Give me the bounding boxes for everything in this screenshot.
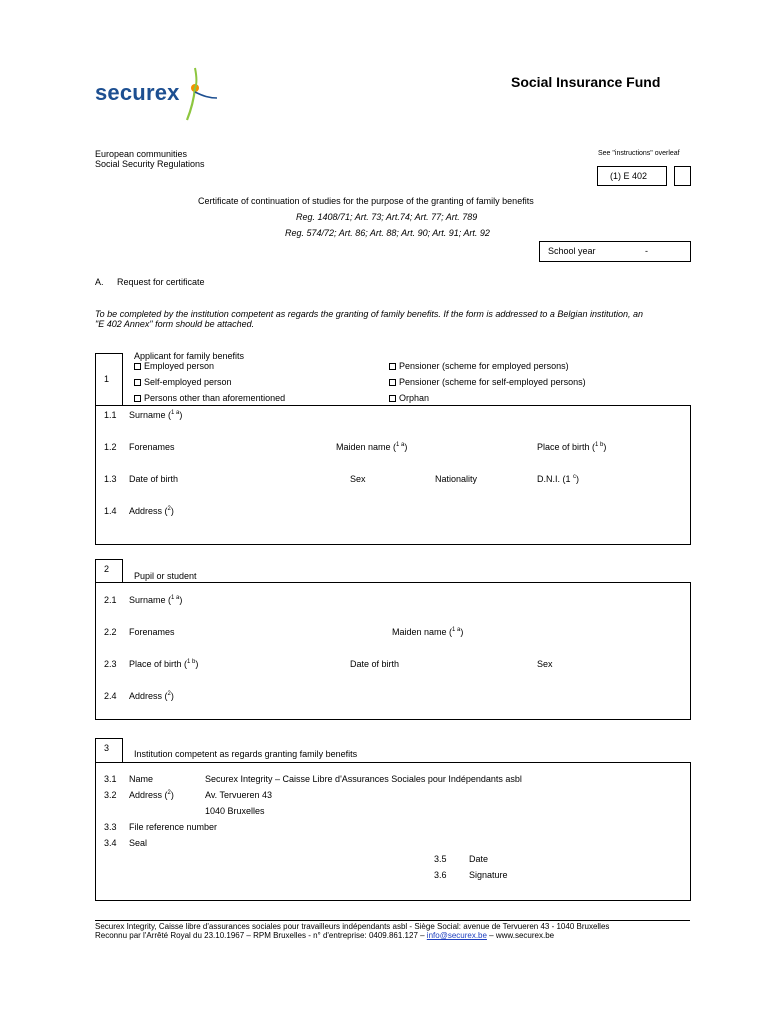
checkbox-employed[interactable] [134, 363, 141, 370]
dni-label: D.N.I. (1 [537, 474, 574, 484]
maiden-label: Maiden name ( [336, 442, 397, 452]
section-3-number-box [95, 738, 123, 763]
option-other[interactable] [134, 393, 285, 403]
checkbox-pensioner-employed[interactable] [389, 363, 396, 370]
regulation-2: Reg. 574/72; Art. 86; Art. 88; Art. 90; Art. 91; Art. 92 [285, 228, 490, 238]
field-3-4-num: 3.4 [104, 838, 117, 848]
field-1-1-num: 1.1 [104, 410, 117, 420]
option-orphan-label: Orphan [399, 393, 430, 403]
place-birth-label: Place of birth ( [537, 442, 596, 452]
paren-close: ) [603, 442, 607, 452]
field-1-4-address[interactable] [129, 506, 174, 516]
sup-1a: 1 a [171, 595, 180, 601]
section-2-fields-box [95, 582, 691, 720]
section-2-number: 2 [104, 564, 110, 574]
field-2-4-address[interactable] [129, 691, 174, 701]
option-orphan[interactable] [389, 393, 429, 403]
form-code: (1) E 402 [610, 171, 648, 181]
field-1-3-sex[interactable]: Sex [350, 474, 366, 484]
field-1-2-place-birth[interactable] [537, 442, 606, 452]
field-3-2-address-line1: Av. Tervueren 43 [205, 790, 273, 800]
page-title: Social Insurance Fund [511, 74, 661, 90]
logo-mark-icon [177, 64, 217, 124]
field-1-2-maiden[interactable] [336, 442, 407, 452]
section-1-number-box [95, 353, 123, 406]
section-a-letter: A. [95, 277, 104, 287]
paren-close: ) [195, 659, 199, 669]
field-3-2-address-label [129, 790, 174, 800]
school-year-label: School year [548, 246, 596, 256]
field-1-1-label: Surname ( [129, 410, 172, 420]
sup-1a: 1 a [396, 442, 405, 448]
footer-line-2-post: – www.securex.be [486, 931, 555, 940]
regulation-1: Reg. 1408/71; Art. 73; Art.74; Art. 77; Art. 789 [296, 212, 478, 222]
field-3-3-file-reference[interactable]: File reference number [129, 822, 218, 832]
footer-divider [95, 920, 690, 921]
address-label: Address ( [129, 506, 168, 516]
field-3-6-num: 3.6 [434, 870, 447, 880]
sup-1a: 1 a [171, 410, 180, 416]
field-3-2-num: 3.2 [104, 790, 117, 800]
form-code-extra-box[interactable] [674, 166, 691, 186]
field-2-1-num: 2.1 [104, 595, 117, 605]
option-pensioner-employed[interactable] [389, 361, 569, 371]
checkbox-pensioner-self[interactable] [389, 379, 396, 386]
place-birth-label: Place of birth ( [129, 659, 188, 669]
field-2-1-surname[interactable] [129, 595, 182, 605]
section-2-title: Pupil or student [134, 571, 197, 581]
sup-1a: 1 a [452, 627, 461, 633]
paren-close: ) [170, 691, 174, 701]
section-a-heading: Request for certificate [117, 277, 205, 287]
field-1-3-dni[interactable] [537, 474, 579, 484]
field-2-3-sex[interactable]: Sex [537, 659, 553, 669]
option-pensioner-employed-label: Pensioner (scheme for employed persons) [399, 361, 569, 371]
section-a-instruction-1: To be completed by the institution competent as regards the granting of family benefits. If the form is addressed to a Belgian institution, an [95, 309, 643, 319]
checkbox-orphan[interactable] [389, 395, 396, 402]
option-employed[interactable] [134, 361, 214, 371]
option-employed-label: Employed person [144, 361, 215, 371]
field-2-2-num: 2.2 [104, 627, 117, 637]
field-1-2-num: 1.2 [104, 442, 117, 452]
sup-2: 2 [167, 790, 171, 796]
field-3-2-address-line2: 1040 Bruxelles [205, 806, 265, 816]
sup-2: 2 [167, 506, 171, 512]
school-year-box[interactable] [539, 241, 691, 262]
address-label: Address ( [129, 790, 168, 800]
paren-close: ) [576, 474, 580, 484]
field-2-3-place-birth[interactable] [129, 659, 198, 669]
field-1-2-forenames[interactable]: Forenames [129, 442, 175, 452]
option-pensioner-self[interactable] [389, 377, 586, 387]
field-3-4-seal[interactable]: Seal [129, 838, 148, 848]
section-2-number-box [95, 559, 123, 583]
certificate-title: Certificate of continuation of studies for the purpose of the granting of family benefits [198, 196, 534, 206]
paren-close: ) [179, 595, 183, 605]
field-2-2-maiden[interactable] [392, 627, 463, 637]
instructions-note: See "instructions" overleaf [598, 150, 680, 157]
section-1-number: 1 [104, 374, 110, 384]
field-2-4-num: 2.4 [104, 691, 117, 701]
section-3-number: 3 [104, 743, 110, 753]
paren-close: ) [170, 506, 174, 516]
section-3-title: Institution competent as regards granting family benefits [134, 749, 358, 759]
paren-close: ) [179, 410, 183, 420]
paren-close: ) [404, 442, 408, 452]
field-3-5-date[interactable]: Date [469, 854, 489, 864]
field-2-3-num: 2.3 [104, 659, 117, 669]
field-1-3-date-birth[interactable]: Date of birth [129, 474, 179, 484]
checkbox-other[interactable] [134, 395, 141, 402]
paren-close: ) [460, 627, 464, 637]
field-1-4-num: 1.4 [104, 506, 117, 516]
school-year-separator: - [645, 246, 648, 256]
address-label: Address ( [129, 691, 168, 701]
sup-c: c [573, 474, 577, 480]
field-3-3-num: 3.3 [104, 822, 117, 832]
field-3-1-name-label: Name [129, 774, 154, 784]
form-code-box [597, 166, 667, 186]
footer-line-2 [95, 931, 554, 940]
field-3-5-num: 3.5 [434, 854, 447, 864]
section-1-title: Applicant for family benefits [134, 351, 245, 361]
field-1-3-num: 1.3 [104, 474, 117, 484]
regulations-text: Social Security Regulations [95, 159, 205, 169]
checkbox-self-employed[interactable] [134, 379, 141, 386]
field-3-1-name-value: Securex Integrity – Caisse Libre d'Assurances Sociales pour Indépendants asbl [205, 774, 522, 784]
sup-1b: 1 b [595, 442, 604, 448]
communities-text: European communities [95, 149, 188, 159]
field-1-3-nationality[interactable]: Nationality [435, 474, 478, 484]
section-1-fields-box [95, 405, 691, 545]
field-3-6-signature[interactable]: Signature [469, 870, 508, 880]
paren-close: ) [170, 790, 174, 800]
footer-line-1: Securex Integrity, Caisse libre d'assurances sociales pour travailleurs indépendants asbl - Siège Social: avenue de Tervueren 43 - 1040 Bruxelles [95, 922, 610, 931]
sup-1b: 1 b [187, 659, 196, 665]
option-other-label: Persons other than aforementioned [144, 393, 286, 403]
sup-2: 2 [167, 691, 171, 697]
field-2-3-date-birth[interactable]: Date of birth [350, 659, 400, 669]
logo-text: securex [95, 80, 180, 105]
field-2-2-forenames[interactable]: Forenames [129, 627, 175, 637]
field-3-1-num: 3.1 [104, 774, 117, 784]
logo [95, 64, 230, 124]
option-self-employed[interactable] [134, 377, 232, 387]
maiden-label: Maiden name ( [392, 627, 453, 637]
field-1-1-surname[interactable] [129, 410, 182, 420]
option-pensioner-self-label: Pensioner (scheme for self-employed persons) [399, 377, 586, 387]
footer-line-2-pre: Reconnu par l'Arrêté Royal du 23.10.1967 – RPM Bruxelles - n° d'entreprise: 0409.861.127 – [95, 931, 427, 940]
section-a-instruction-2: "E 402 Annex" form should be attached. [95, 319, 255, 329]
footer-email-link[interactable]: info@securex.be [426, 931, 487, 940]
field-2-1-label: Surname ( [129, 595, 172, 605]
option-self-employed-label: Self-employed person [144, 377, 232, 387]
